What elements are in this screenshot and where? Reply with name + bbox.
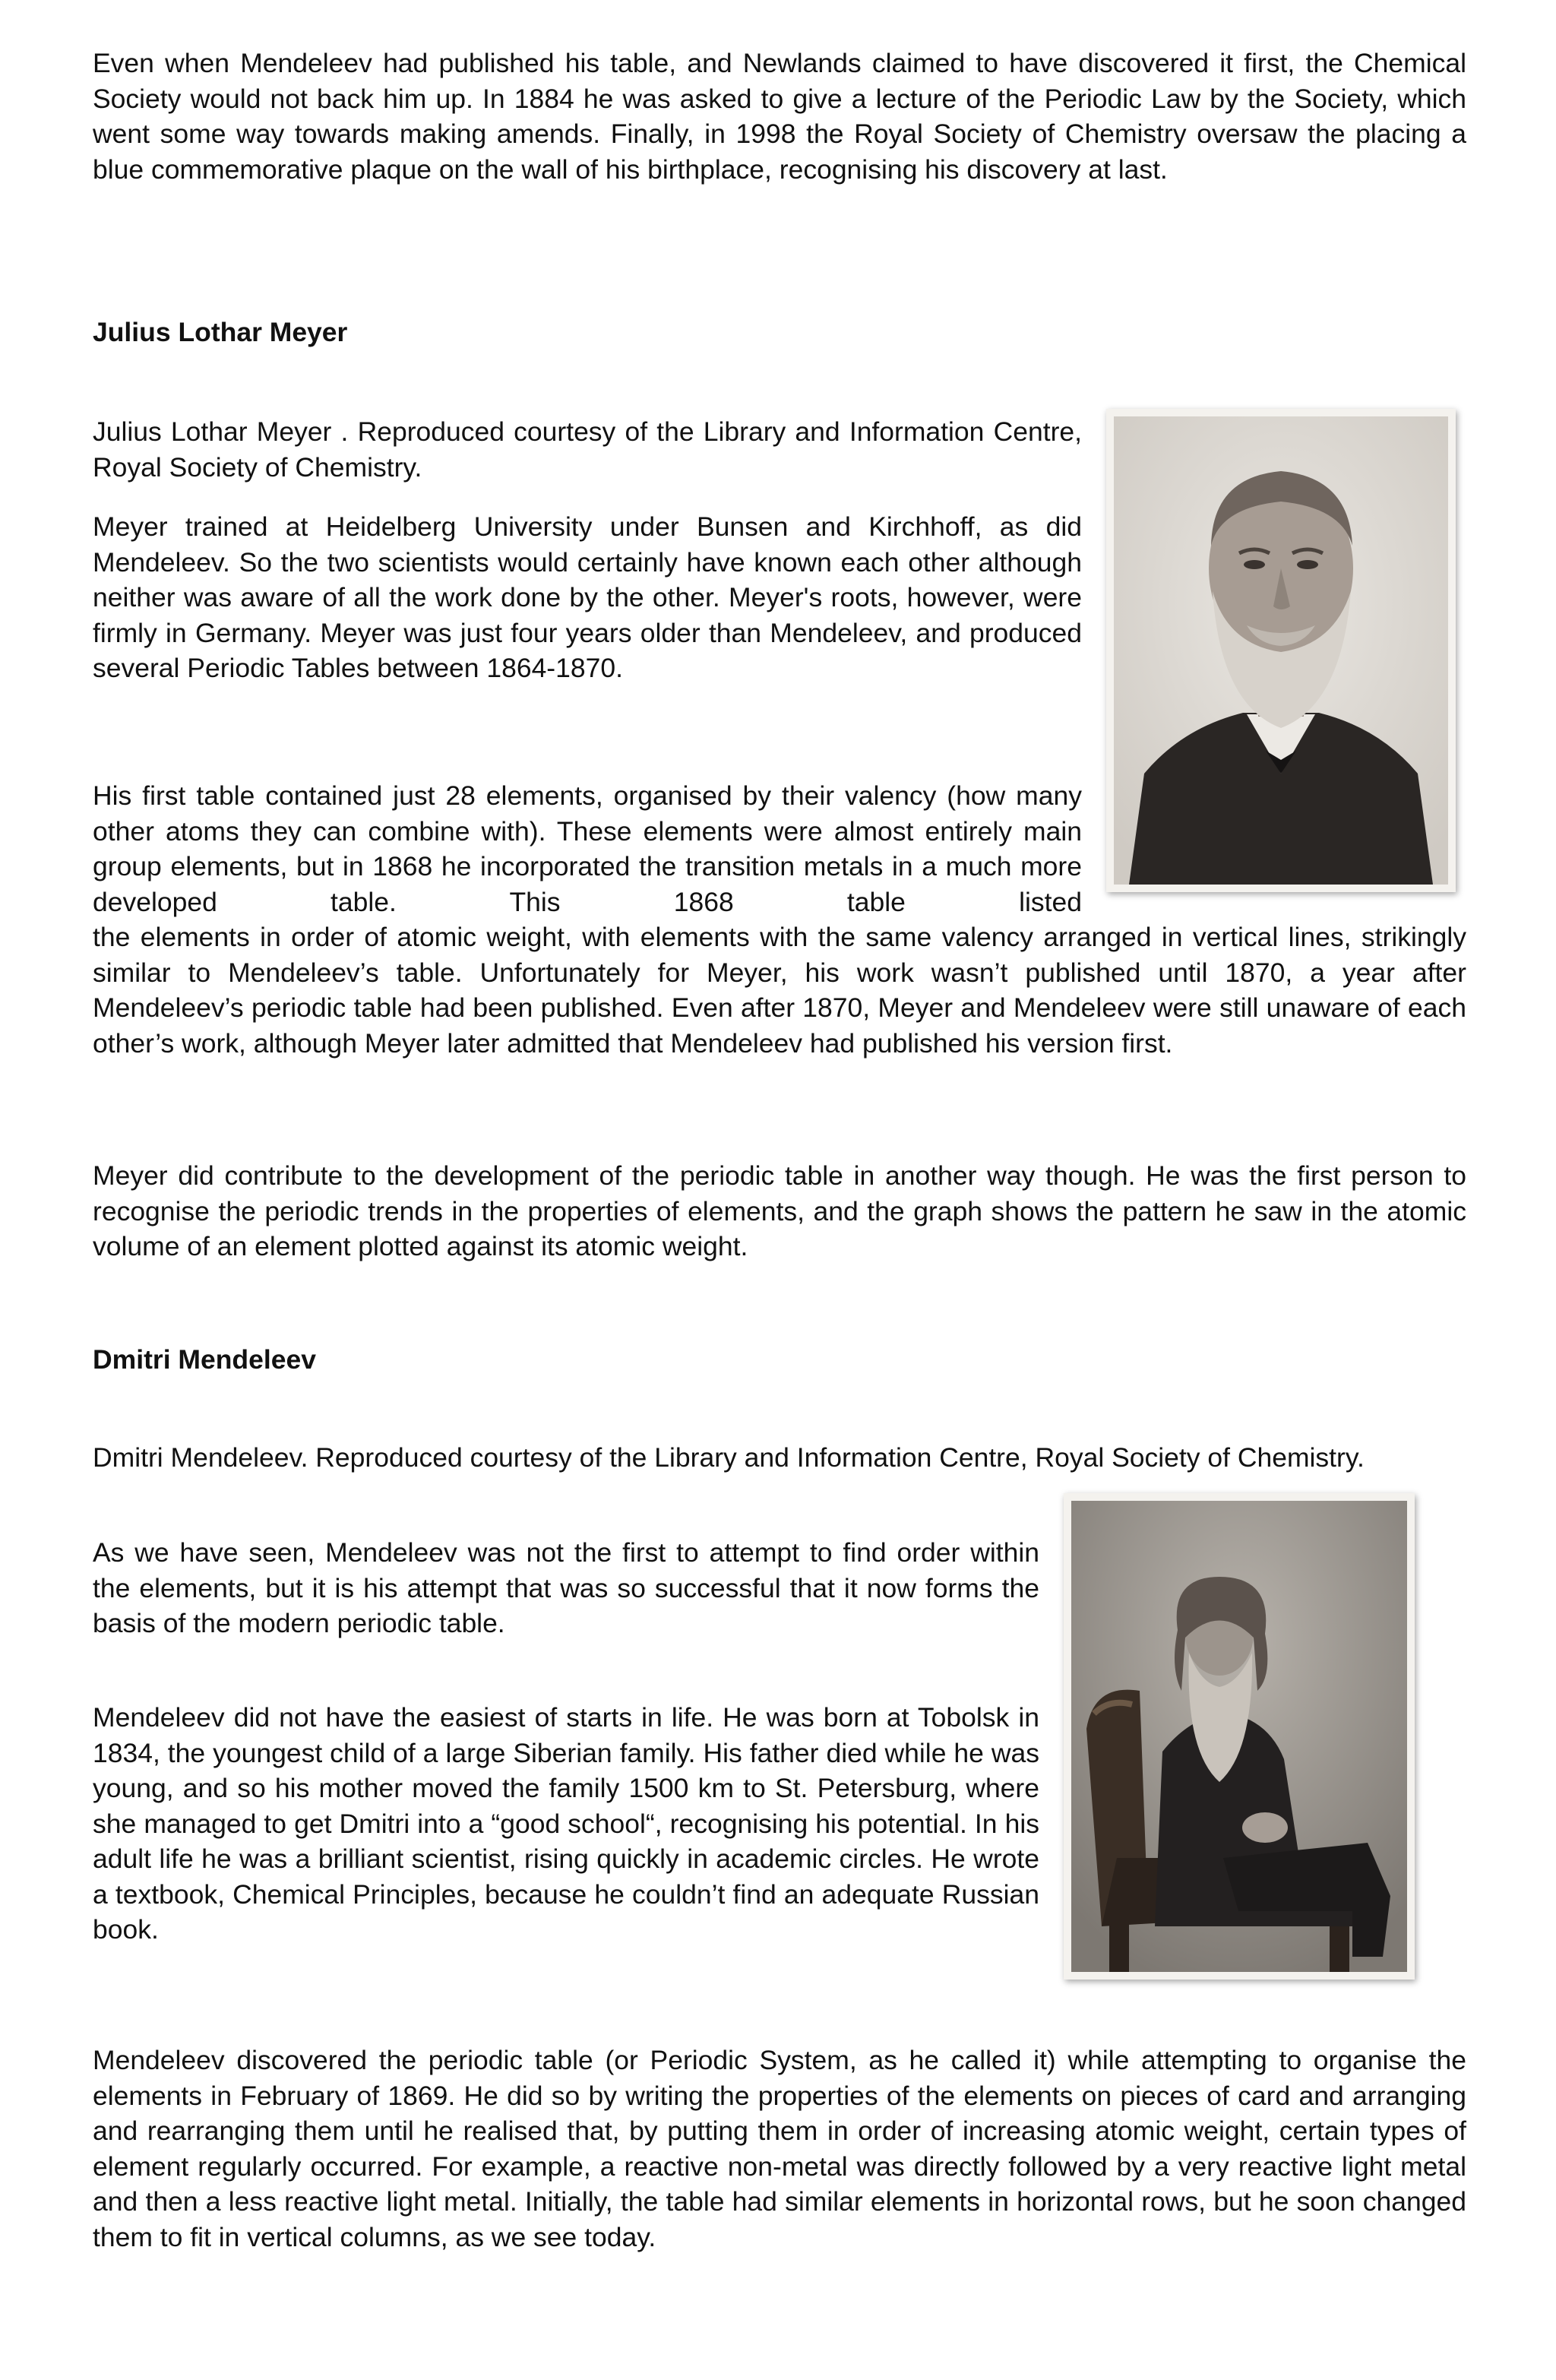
meyer-paragraph-2a: His first table contained just 28 elements, organised by their valency (how many other atoms they can combine with). These elements were almost entirely main group elements, but in 1868 he incorporated the transition metals in a much more developed table. This 1868 table listed bbox=[93, 780, 1082, 917]
mendeleev-portrait bbox=[1064, 1493, 1415, 1980]
meyer-caption: Julius Lothar Meyer . Reproduced courtesy of the Library and Information Centre, Royal Society of Chemistry. bbox=[93, 416, 1082, 483]
mendeleev-portrait-image bbox=[1071, 1501, 1407, 1972]
meyer-paragraph-3: Meyer did contribute to the development of the periodic table in another way though. He was the first person to recognise the periodic trends in the properties of elements, and the graph shows the pattern he saw in the atomic volume of an element plotted against its atomic weight. bbox=[93, 1160, 1466, 1261]
meyer-paragraph-2b: the elements in order of atomic weight, with elements with the same valency arranged in vertical lines, strikingly similar to Mendeleev’s table. Unfortunately for Meyer, his work wasn’t published until 1870, a year after Mendeleev’s periodic table had been published. Even after 1870, Meyer and Mendeleev were still unaware of each other’s work, although Meyer later admitted that Mendeleev had published his version first. bbox=[93, 922, 1466, 1059]
mendeleev-paragraph-1: As we have seen, Mendeleev was not the first to attempt to find order within the elements, but it is his attempt that was so successful that it now forms the basis of the modern periodic table. bbox=[93, 1537, 1039, 1638]
intro-paragraph: Even when Mendeleev had published his table, and Newlands claimed to have discovered it first, the Chemical Society would not back him up. In 1884 he was asked to give a lecture of the Periodic Law by the Society, which went some way towards making amends. Finally, in 1998 the Royal Society of Chemistry oversaw the placing a blue commemorative plaque on the wall of his birthplace, recognising his discovery at last. bbox=[93, 48, 1466, 185]
meyer-portrait bbox=[1106, 409, 1456, 892]
meyer-paragraph-1: Meyer trained at Heidelberg University under Bunsen and Kirchhoff, as did Mendeleev. So the two scientists would certainly have known each other although neither was aware of all the work done by the other. Meyer's roots, however, were firmly in Germany. Meyer was just four years older than Mendeleev, and produced several Periodic Tables between 1864-1870. bbox=[93, 511, 1082, 683]
mendeleev-caption: Dmitri Mendeleev. Reproduced courtesy of the Library and Information Centre, Royal Society of Chemistry. bbox=[93, 1442, 1365, 1473]
meyer-portrait-image bbox=[1114, 416, 1448, 885]
mendeleev-paragraph-3: Mendeleev discovered the periodic table (or Periodic System, as he called it) while attempting to organise the elements in February of 1869. He did so by writing the properties of the elements on pieces of card and arranging and rearranging them until he realised that, by putting them in order of increasing atomic weight, certain types of element regularly occurred. For example, a reactive non-metal was directly followed by a very reactive light metal and then a less reactive light metal. Initially, the table had similar elements in horizontal rows, but he soon changed them to fit in vertical columns, as we see today. bbox=[93, 2045, 1466, 2252]
mendeleev-paragraph-2: Mendeleev did not have the easiest of starts in life. He was born at Tobolsk in 1834, the youngest child of a large Siberian family. His father died while he was young, and so his mother moved the family 1500 km to St. Petersburg, where she managed to get Dmitri into a “good school“, recognising his potential. In his adult life he was a brilliant scientist, rising quickly in academic circles. He wrote a textbook, Chemical Principles, because he couldn’t find an adequate Russian book. bbox=[93, 1702, 1039, 1945]
meyer-heading: Julius Lothar Meyer bbox=[93, 317, 348, 347]
mendeleev-heading: Dmitri Mendeleev bbox=[93, 1344, 316, 1375]
